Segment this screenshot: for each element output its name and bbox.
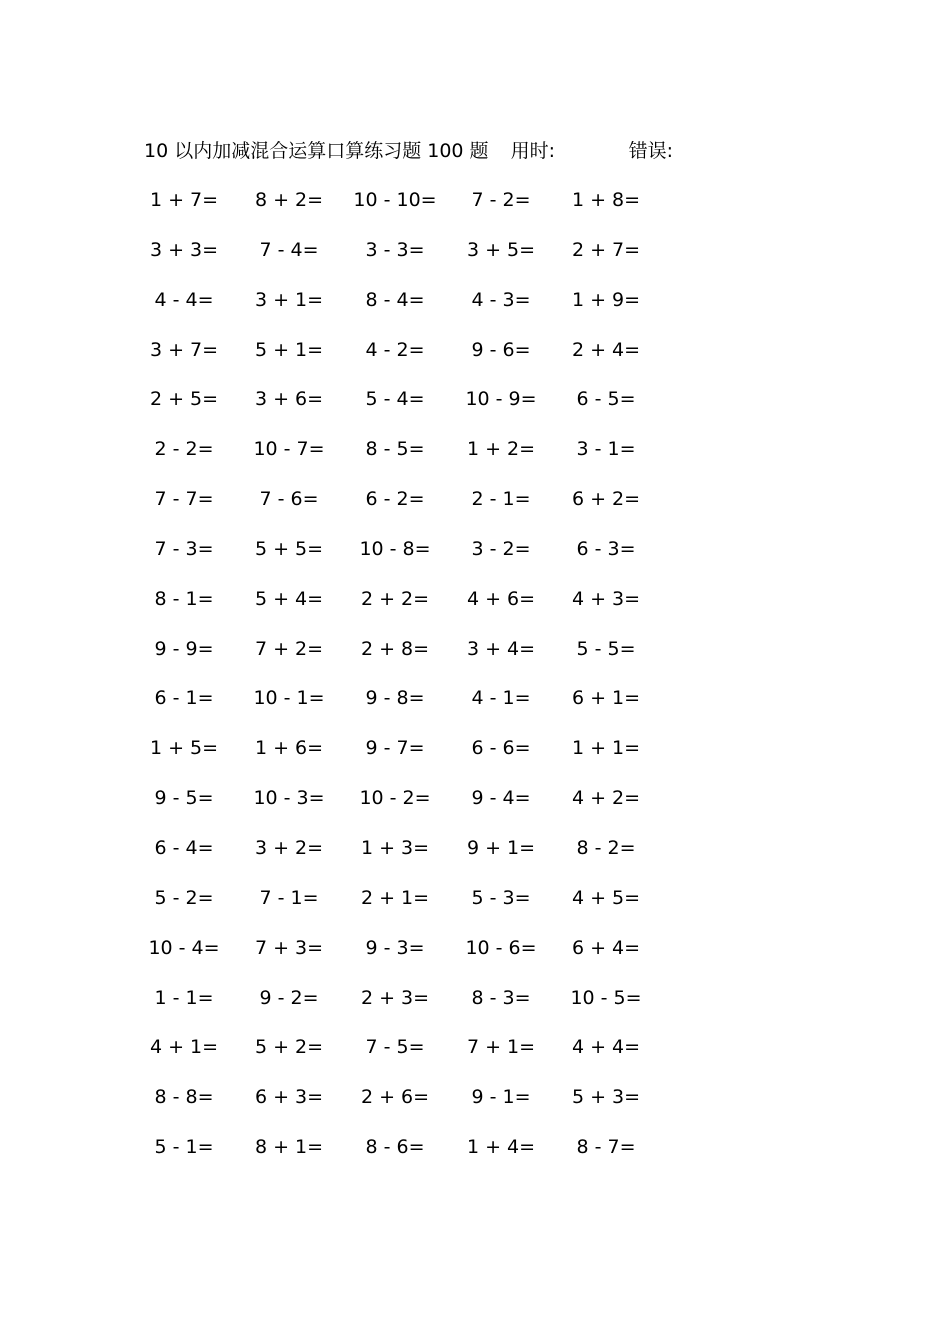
problem-row: [0, 385, 950, 435]
math-problem: 8 - 1=: [154, 587, 214, 610]
math-problem: 2 + 1=: [360, 886, 430, 909]
math-problem: 9 - 9=: [154, 637, 214, 660]
math-problem: 5 - 4=: [365, 388, 425, 411]
math-problem: 1 + 7=: [149, 189, 219, 211]
math-problem: 1 + 9=: [571, 288, 641, 311]
math-problem: 2 + 4=: [571, 338, 641, 361]
math-problem: 2 - 2=: [154, 438, 214, 461]
math-problem: 6 - 4=: [154, 836, 214, 859]
math-problem: 2 + 5=: [149, 388, 219, 411]
math-problem: 9 - 8=: [365, 687, 425, 710]
math-problem: 5 + 1=: [254, 338, 324, 361]
problem-row: [0, 984, 950, 1034]
math-problem: 7 - 2=: [471, 189, 531, 211]
problem-row: [0, 884, 950, 934]
math-problem: 7 - 6=: [259, 488, 319, 511]
math-problem: 6 - 1=: [154, 687, 214, 710]
worksheet-title: 10 以内加减混合运算口算练习题 100 题: [144, 140, 489, 162]
math-problem: 10 - 3=: [253, 787, 325, 810]
math-problem: 7 - 4=: [259, 238, 319, 261]
math-problem: 4 + 4=: [571, 1036, 641, 1059]
math-problem: 3 - 3=: [365, 238, 425, 261]
math-problem: 3 + 2=: [254, 836, 324, 859]
math-problem: 6 + 3=: [254, 1086, 324, 1109]
math-problem: 8 - 2=: [576, 836, 636, 859]
problem-grid: [0, 186, 950, 1183]
errors-label: 错误:: [628, 140, 673, 162]
math-problem: 10 - 2=: [359, 787, 431, 810]
math-problem: 10 - 5=: [570, 986, 642, 1009]
math-problem: 6 + 2=: [571, 488, 641, 511]
math-problem: 6 + 1=: [571, 687, 641, 710]
math-problem: 8 - 4=: [365, 288, 425, 311]
math-problem: 3 - 2=: [471, 537, 531, 560]
math-problem: 1 + 2=: [466, 438, 536, 461]
math-problem: 9 - 3=: [365, 936, 425, 959]
math-problem: 2 - 1=: [471, 488, 531, 511]
math-problem: 8 - 7=: [576, 1136, 636, 1159]
math-problem: 6 - 3=: [576, 537, 636, 560]
math-problem: 3 + 3=: [149, 238, 219, 261]
math-problem: 2 + 7=: [571, 238, 641, 261]
math-problem: 8 + 2=: [254, 189, 324, 211]
math-problem: 10 - 7=: [253, 438, 325, 461]
math-problem: 1 + 5=: [149, 737, 219, 760]
math-problem: 6 - 6=: [471, 737, 531, 760]
math-problem: 1 + 4=: [466, 1136, 536, 1159]
math-problem: 6 - 2=: [365, 488, 425, 511]
math-problem: 7 - 3=: [154, 537, 214, 560]
math-problem: 1 + 8=: [571, 189, 641, 211]
problem-row: [0, 485, 950, 535]
math-problem: 5 + 4=: [254, 587, 324, 610]
math-problem: 10 - 6=: [465, 936, 537, 959]
math-problem: 8 - 3=: [471, 986, 531, 1009]
math-problem: 8 + 1=: [254, 1136, 324, 1159]
math-problem: 3 + 5=: [466, 238, 536, 261]
math-problem: 9 - 2=: [259, 986, 319, 1009]
math-problem: 7 - 7=: [154, 488, 214, 511]
time-label: 用时:: [510, 140, 555, 162]
math-problem: 8 - 5=: [365, 438, 425, 461]
math-problem: 7 + 2=: [254, 637, 324, 660]
problem-row: [0, 435, 950, 485]
math-problem: 1 - 1=: [154, 986, 214, 1009]
math-problem: 9 + 1=: [466, 836, 536, 859]
math-problem: 5 + 3=: [571, 1086, 641, 1109]
math-problem: 3 + 4=: [466, 637, 536, 660]
math-problem: 7 + 1=: [466, 1036, 536, 1059]
problem-row: [0, 585, 950, 635]
math-problem: 3 + 1=: [254, 288, 324, 311]
problem-row: [0, 934, 950, 984]
math-problem: 4 + 2=: [571, 787, 641, 810]
problem-row: [0, 784, 950, 834]
math-problem: 9 - 5=: [154, 787, 214, 810]
math-problem: 9 - 7=: [365, 737, 425, 760]
problem-row: [0, 1133, 950, 1183]
math-problem: 10 - 4=: [148, 936, 220, 959]
worksheet-header: [144, 137, 673, 165]
problem-row: [0, 186, 950, 236]
math-problem: 8 - 8=: [154, 1086, 214, 1109]
math-problem: 1 + 3=: [360, 836, 430, 859]
math-problem: 9 - 6=: [471, 338, 531, 361]
problem-row: [0, 1083, 950, 1133]
problem-row: [0, 734, 950, 784]
problem-row: [0, 286, 950, 336]
math-problem: 5 - 3=: [471, 886, 531, 909]
math-problem: 2 + 3=: [360, 986, 430, 1009]
math-problem: 5 + 5=: [254, 537, 324, 560]
math-problem: 4 + 5=: [571, 886, 641, 909]
problem-row: [0, 684, 950, 734]
problem-row: [0, 236, 950, 286]
math-problem: 6 - 5=: [576, 388, 636, 411]
math-problem: 5 - 2=: [154, 886, 214, 909]
math-problem: 2 + 2=: [360, 587, 430, 610]
math-problem: 5 + 2=: [254, 1036, 324, 1059]
math-problem: 10 - 8=: [359, 537, 431, 560]
math-problem: 4 + 1=: [149, 1036, 219, 1059]
math-problem: 5 - 5=: [576, 637, 636, 660]
math-problem: 4 - 4=: [154, 288, 214, 311]
math-problem: 4 + 3=: [571, 587, 641, 610]
math-problem: 4 - 2=: [365, 338, 425, 361]
math-problem: 1 + 1=: [571, 737, 641, 760]
problem-row: [0, 834, 950, 884]
math-problem: 2 + 8=: [360, 637, 430, 660]
problem-row: [0, 336, 950, 386]
math-problem: 10 - 1=: [253, 687, 325, 710]
problem-row: [0, 1033, 950, 1083]
math-problem: 4 - 1=: [471, 687, 531, 710]
math-problem: 9 - 4=: [471, 787, 531, 810]
math-problem: 2 + 6=: [360, 1086, 430, 1109]
math-problem: 9 - 1=: [471, 1086, 531, 1109]
math-problem: 4 + 6=: [466, 587, 536, 610]
math-problem: 8 - 6=: [365, 1136, 425, 1159]
math-problem: 3 + 6=: [254, 388, 324, 411]
math-problem: 5 - 1=: [154, 1136, 214, 1159]
math-problem: 7 - 1=: [259, 886, 319, 909]
math-problem: 3 + 7=: [149, 338, 219, 361]
math-problem: 10 - 9=: [465, 388, 537, 411]
math-problem: 7 + 3=: [254, 936, 324, 959]
problem-row: [0, 535, 950, 585]
math-problem: 1 + 6=: [254, 737, 324, 760]
math-problem: 7 - 5=: [365, 1036, 425, 1059]
problem-row: [0, 635, 950, 685]
math-problem: 6 + 4=: [571, 936, 641, 959]
math-problem: 4 - 3=: [471, 288, 531, 311]
math-problem: 10 - 10=: [353, 189, 437, 211]
math-problem: 3 - 1=: [576, 438, 636, 461]
